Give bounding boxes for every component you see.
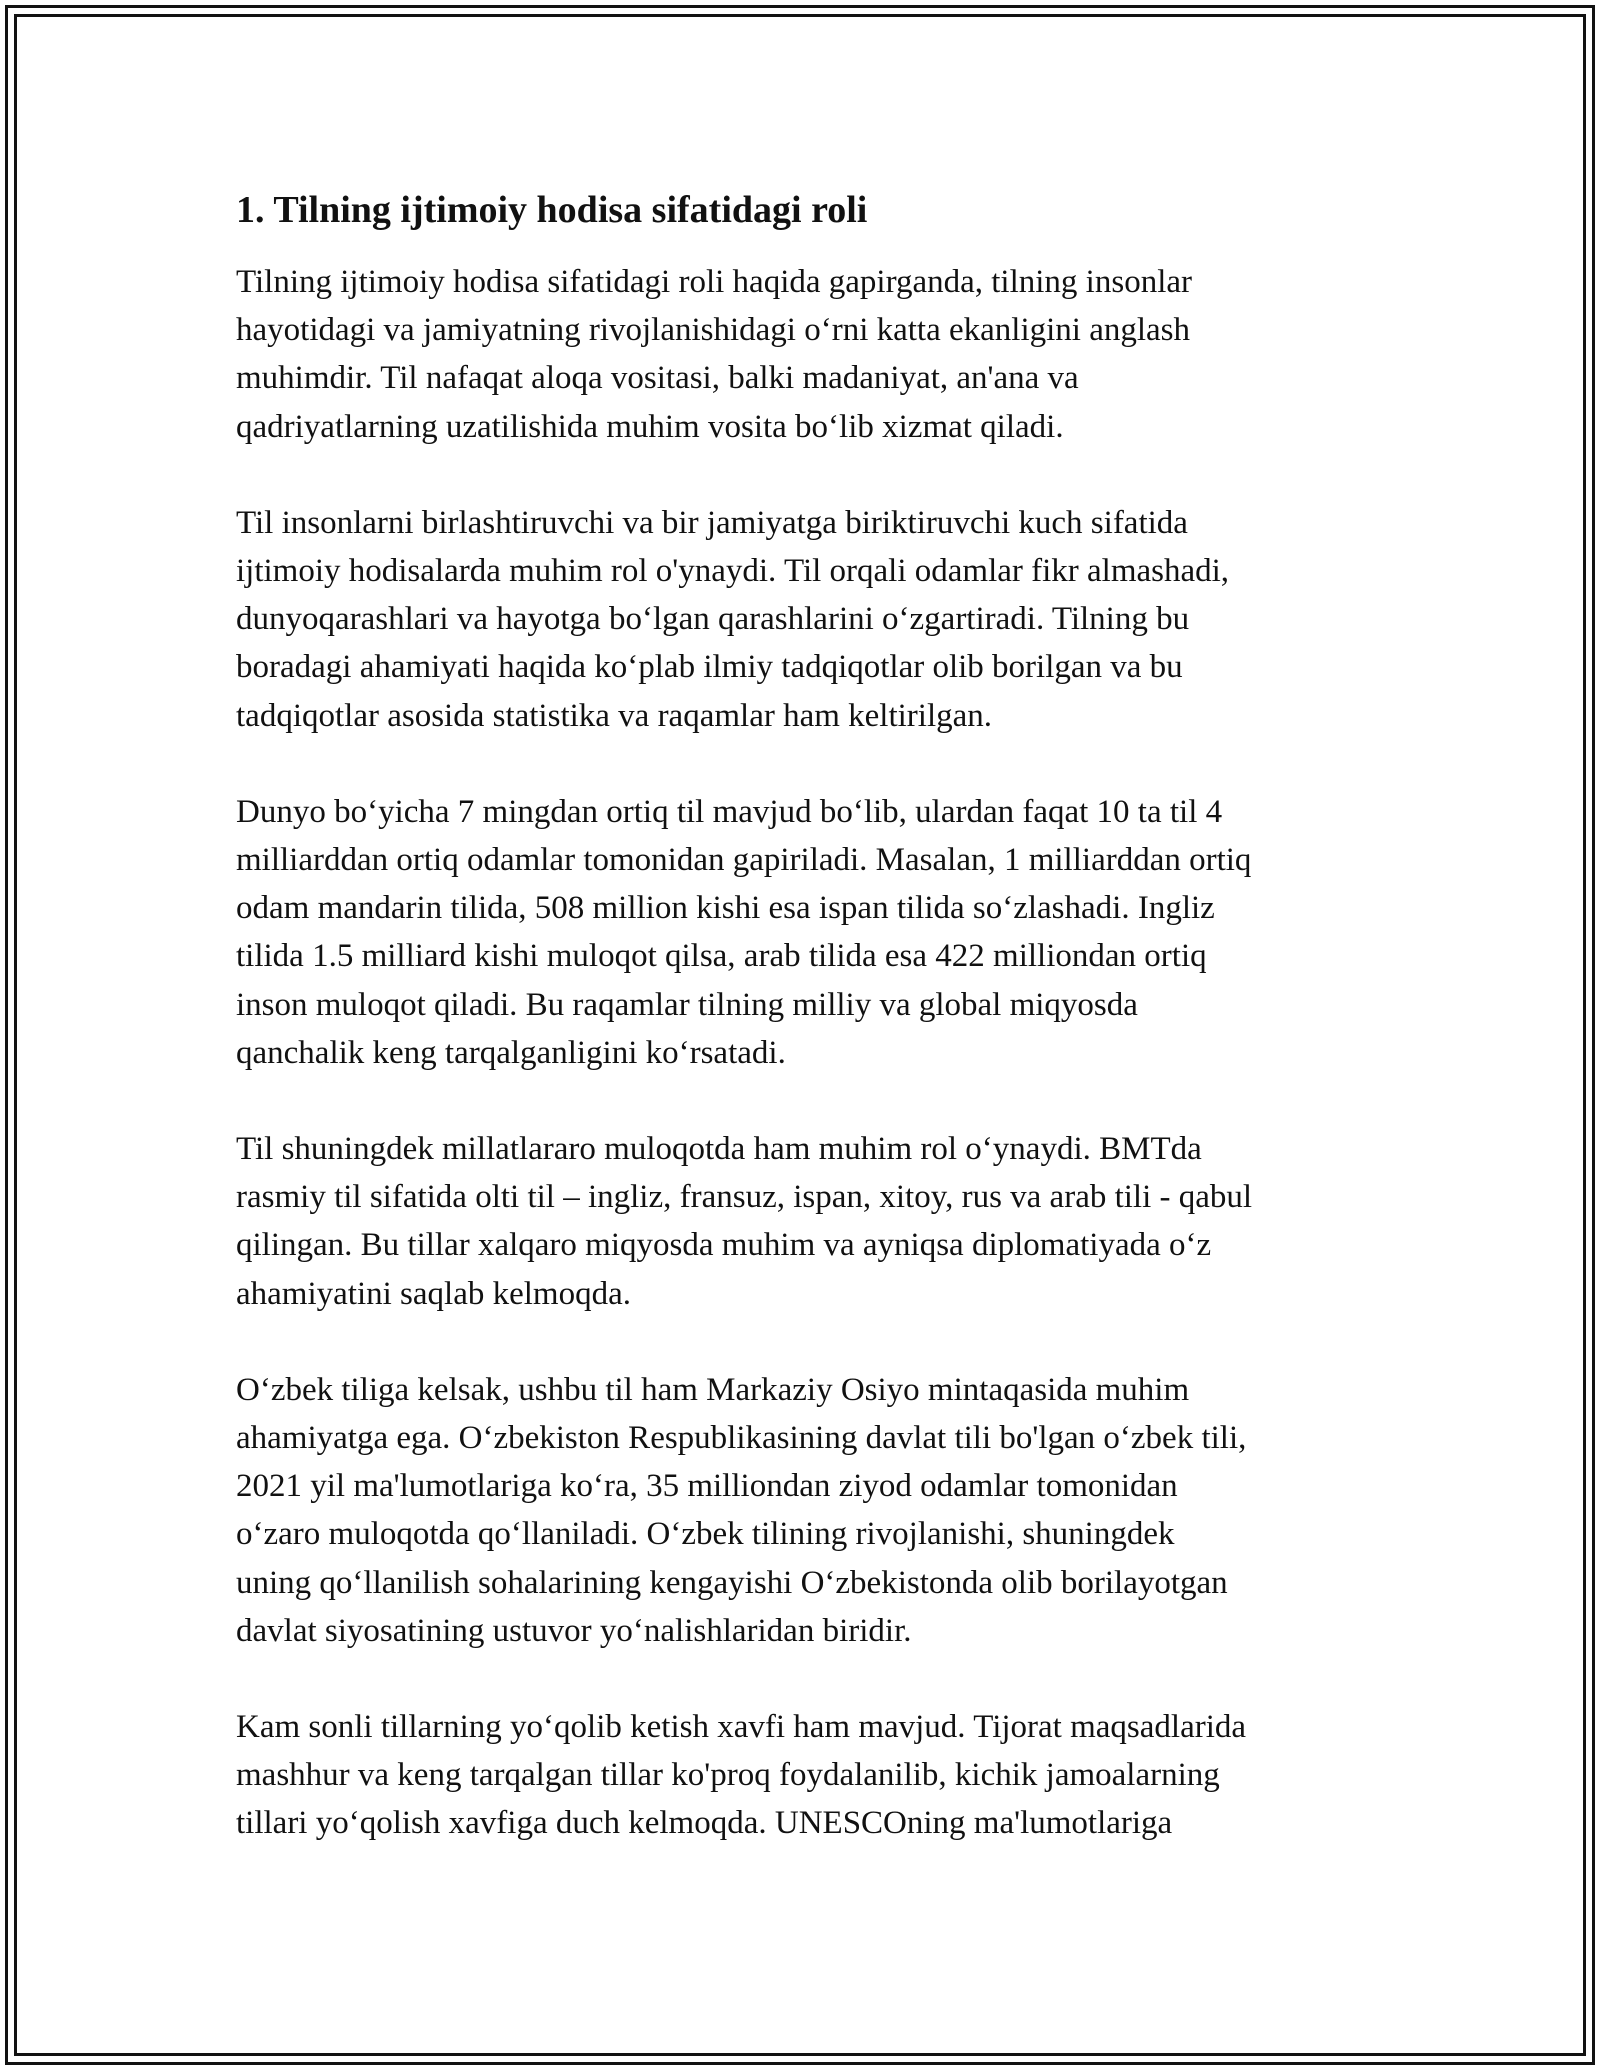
paragraph-5: [236, 1366, 1378, 1655]
text-line: O‘zbek tiliga kelsak, ushbu til ham Markaziy Osiyo mintaqasida muhim: [236, 1371, 1190, 1408]
text-line: rasmiy til sifatida olti til – ingliz, fransuz, ispan, xitoy, rus va arab tili - qabul: [236, 1179, 1253, 1216]
text-line: qilingan. Bu tillar xalqaro miqyosda muhim va ayniqsa diplomatiyada o‘z: [236, 1227, 1212, 1264]
paragraph-3: [236, 788, 1378, 1077]
text-line: Kam sonli tillarning yo‘qolib ketish xavfi ham mavjud. Tijorat maqsadlarida: [236, 1709, 1247, 1746]
text-line: uning qo‘llanilish sohalarining kengayishi O‘zbekistonda olib borilayotgan: [236, 1564, 1228, 1601]
text-line: ahamiyatini saqlab kelmoqda.: [236, 1275, 631, 1312]
text-line: tilida 1.5 milliard kishi muloqot qilsa, arab tilida esa 422 milliondan ortiq: [236, 938, 1207, 975]
text-line: tadqiqotlar asosida statistika va raqamlar ham keltirilgan.: [236, 697, 993, 734]
paragraph-4: [236, 1125, 1378, 1318]
text-line: ahamiyatga ega. O‘zbekiston Respublikasining davlat tili bo'lgan o‘zbek tili,: [236, 1420, 1247, 1457]
text-line: dunyoqarashlari va hayotga bo‘lgan qarashlarini o‘zgartiradi. Tilning bu: [236, 601, 1190, 638]
text-line: tillari yo‘qolish xavfiga duch kelmoqda. UNESCOning ma'lumotlariga: [236, 1805, 1173, 1842]
paragraph-6: [236, 1703, 1378, 1848]
text-line: boradagi ahamiyati haqida ko‘plab ilmiy tadqiqotlar olib borilgan va bu: [236, 649, 1183, 686]
text-line: milliarddan ortiq odamlar tomonidan gapiriladi. Masalan, 1 milliarddan ortiq: [236, 842, 1252, 879]
text-line: davlat siyosatining ustuvor yo‘nalishlaridan biridir.: [236, 1612, 912, 1649]
text-line: qanchalik keng tarqalganligini ko‘rsatadi.: [236, 1034, 786, 1071]
text-line: odam mandarin tilida, 508 million kishi esa ispan tilida so‘zlashadi. Ingliz: [236, 890, 1215, 927]
text-line: Dunyo bo‘yicha 7 mingdan ortiq til mavjud bo‘lib, ulardan faqat 10 ta til 4: [236, 793, 1223, 830]
text-line: hayotidagi va jamiyatning rivojlanishidagi o‘rni katta ekanligini anglash: [236, 312, 1191, 349]
paragraph-1: [236, 258, 1378, 451]
text-line: Til shuningdek millatlararo muloqotda ham muhim rol o‘ynaydi. BMTda: [236, 1131, 1202, 1168]
text-line: qadriyatlarning uzatilishida muhim vosita bo‘lib xizmat qiladi.: [236, 408, 1064, 445]
text-line: Tilning ijtimoiy hodisa sifatidagi roli haqida gapirganda, tilning insonlar: [236, 264, 1193, 300]
text-line: o‘zaro muloqotda qo‘llaniladi. O‘zbek tilining rivojlanishi, shuningdek: [236, 1516, 1175, 1553]
document-body: [236, 186, 1378, 1896]
text-line: Til insonlarni birlashtiruvchi va bir jamiyatga biriktiruvchi kuch sifatida: [236, 504, 1188, 541]
section-heading: 1. Tilning ijtimoiy hodisa sifatidagi roli: [236, 189, 868, 231]
paragraph-2: [236, 499, 1378, 740]
text-line: mashhur va keng tarqalgan tillar ko'proq foydalanilib, kichik jamoalarning: [236, 1757, 1220, 1794]
text-line: ijtimoiy hodisalarda muhim rol o'ynaydi. Til orqali odamlar fikr almashadi,: [236, 553, 1230, 590]
text-line: inson muloqot qiladi. Bu raqamlar tilning milliy va global miqyosda: [236, 986, 1138, 1023]
text-line: muhimdir. Til nafaqat aloqa vositasi, balki madaniyat, an'ana va: [236, 360, 1079, 397]
text-line: 2021 yil ma'lumotlariga ko‘ra, 35 milliondan ziyod odamlar tomonidan: [236, 1468, 1178, 1505]
